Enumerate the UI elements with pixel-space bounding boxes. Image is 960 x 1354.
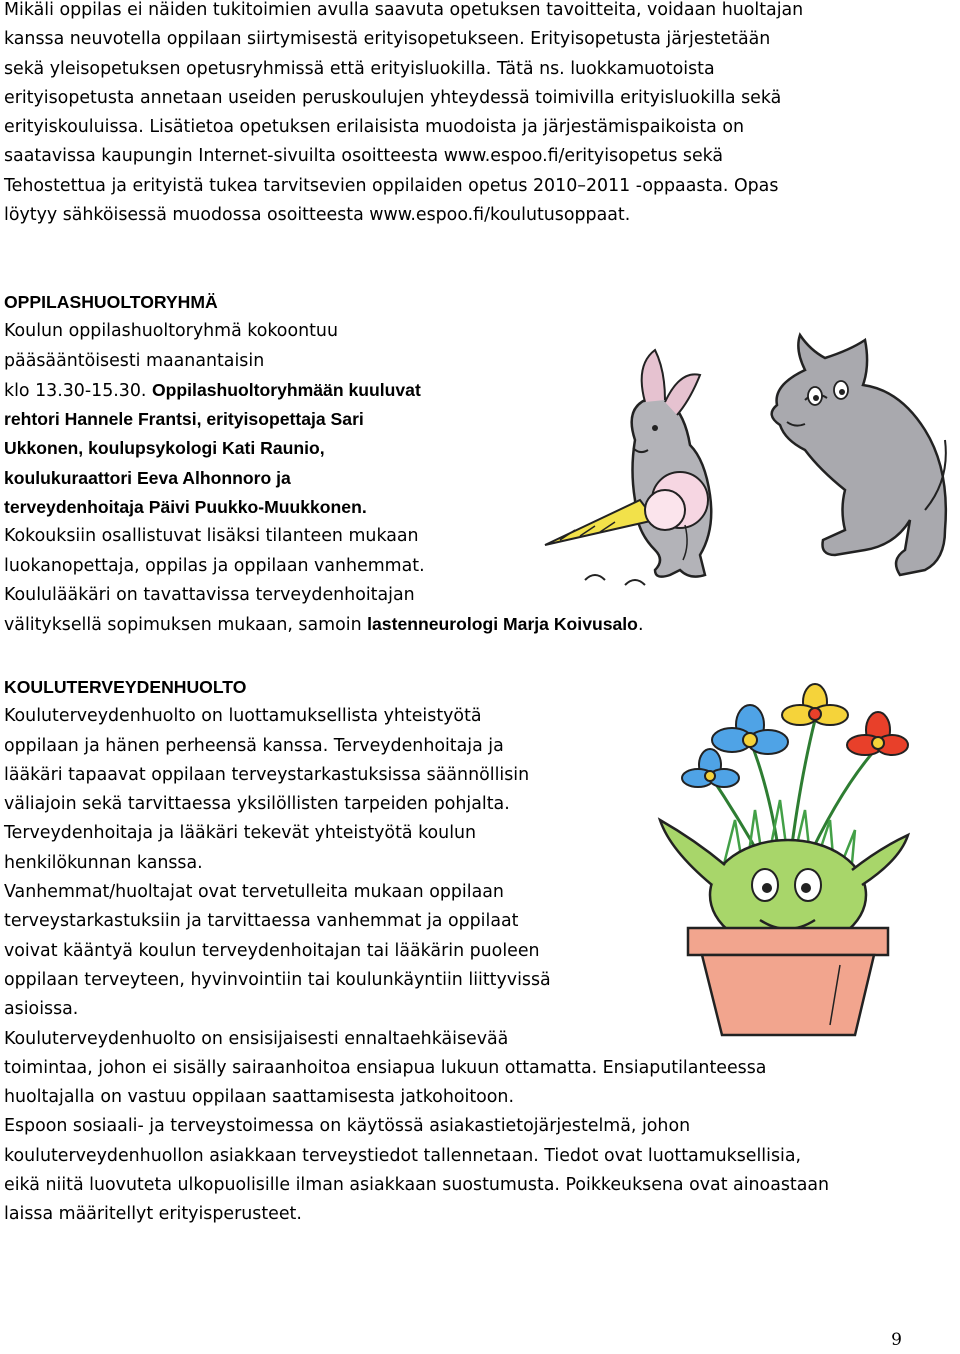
text-line: Koululääkäri on tavattavissa terveydenhoitajan (4, 584, 415, 605)
text-line: voivat kääntyä koulun terveydenhoitajan tai lääkärin puoleen (4, 940, 540, 961)
text-line: oppilaan ja hänen perheensä kanssa. Terveydenhoitaja ja (4, 735, 504, 756)
flowerpot-creature-icon (640, 680, 920, 1040)
text-line: kouluterveydenhuollon asiakkaan terveystiedot tallennetaan. Tiedot ovat luottamuksellisia, (4, 1145, 802, 1166)
text-line: väliajoin sekä tarvittaessa yksilöllisten tarpeiden pohjalta. (4, 794, 510, 815)
mouse-and-cat-icon (505, 330, 960, 600)
members-line: koulukuraattori Eeva Alhonnoro ja (4, 467, 291, 488)
text-line: Vanhemmat/huoltajat ovat tervetulleita mukaan oppilaan (4, 882, 504, 903)
text-line: erityiskouluissa. Lisätietoa opetuksen erilaisista muodoista ja järjestämispaikoista on (4, 117, 745, 138)
doctor-text: välityksellä sopimuksen mukaan, samoin (4, 615, 368, 636)
text-line: saatavissa kaupungin Internet-sivuilta osoitteesta www.espoo.fi/erityisopetus sekä (4, 146, 724, 167)
text-line: luokanopettaja, oppilas ja oppilaan vanhemmat. (4, 555, 425, 576)
section-heading-kouluterveydenhuolto: KOULUTERVEYDENHUOLTO (4, 677, 247, 697)
members-line: Ukkonen, koulupsykologi Kati Raunio, (4, 438, 325, 459)
text-line: välityksellä sopimuksen mukaan, samoin lastenneurologi Marja Koivusalo. (4, 614, 644, 636)
text-line: huoltajalla on vastuu oppilaan saattamisesta jatkohoitoon. (4, 1087, 514, 1108)
text-line: Kokouksiin osallistuvat lisäksi tilanteen mukaan (4, 526, 419, 547)
text-line: Tehostettua ja erityistä tukea tarvitsevien oppilaiden opetus 2010–2011 -oppaasta. Opas (4, 175, 779, 196)
text-line: erityisopetusta annetaan useiden peruskoulujen yhteydessä toimivilla erityisluokilla sekä (4, 87, 782, 108)
text-line: Mikäli oppilas ei näiden tukitoimien avulla saavuta opetuksen tavoitteita, voidaan huoltajan (4, 0, 804, 20)
text-line: kanssa neuvotella oppilaan siirtymisestä erityisopetukseen. Erityisopetusta järjestetään (4, 29, 771, 50)
text-line: lääkäri tapaavat oppilaan terveystarkastuksissa säännöllisin (4, 764, 530, 785)
intro-paragraph (4, 0, 803, 230)
page-number: 9 (891, 1330, 902, 1350)
text-line: toimintaa, johon ei sisälly sairaanhoitoa ensiapua lukuun ottamatta. Ensiaputilanteessa (4, 1057, 767, 1078)
text-line: pääsääntöisesti maanantaisin (4, 350, 265, 371)
text-line: eikä niitä luovuteta ulkopuolisille ilman asiakkaan suostumusta. Poikkeuksena ovat ainoastaan (4, 1175, 830, 1196)
text-line: löytyy sähköisessä muodossa osoitteesta www.espoo.fi/koulutusoppaat. (4, 205, 631, 226)
members-line: rehtori Hannele Frantsi, erityisopettaja Sari (4, 409, 364, 430)
text-line: terveystarkastuksiin ja tarvittaessa vanhemmat ja oppilaat (4, 911, 519, 932)
text-line: laissa määritellyt erityisperusteet. (4, 1204, 302, 1225)
text-line: Koulun oppilashuoltoryhmä kokoontuu (4, 321, 338, 342)
text-line: Kouluterveydenhuolto on luottamuksellista yhteistyötä (4, 706, 482, 727)
mouse-and-cat-illustration (505, 330, 960, 600)
text-line: henkilökunnan kanssa. (4, 852, 203, 873)
text-line: Terveydenhoitaja ja lääkäri tekevät yhteistyötä koulun (4, 823, 477, 844)
members-intro-text: Oppilashuoltoryhmään kuuluvat (151, 379, 421, 400)
text-line: Espoon sosiaali- ja terveystoimessa on käytössä asiakastietojärjestelmä, johon (4, 1116, 691, 1137)
text-line: oppilaan terveyteen, hyvinvointiin tai koulunkäyntiin liittyvissä (4, 969, 551, 990)
meeting-time-text: klo 13.30-15.30. (4, 380, 152, 401)
text-line: sekä yleisopetuksen opetusryhmissä että erityisluokilla. Tätä ns. luokkamuotoista (4, 58, 715, 79)
neurologist-name: lastenneurologi Marja Koivusalo (367, 614, 638, 635)
members-line: terveydenhoitaja Päivi Puukko-Muukkonen. (4, 497, 367, 518)
flowerpot-illustration (640, 680, 920, 1040)
section-heading-oppilashuoltoryhma: OPPILASHUOLTORYHMÄ (4, 292, 218, 312)
text-line: asioissa. (4, 999, 79, 1020)
text-line: Kouluterveydenhuolto on ensisijaisesti ennaltaehkäisevää (4, 1028, 509, 1049)
